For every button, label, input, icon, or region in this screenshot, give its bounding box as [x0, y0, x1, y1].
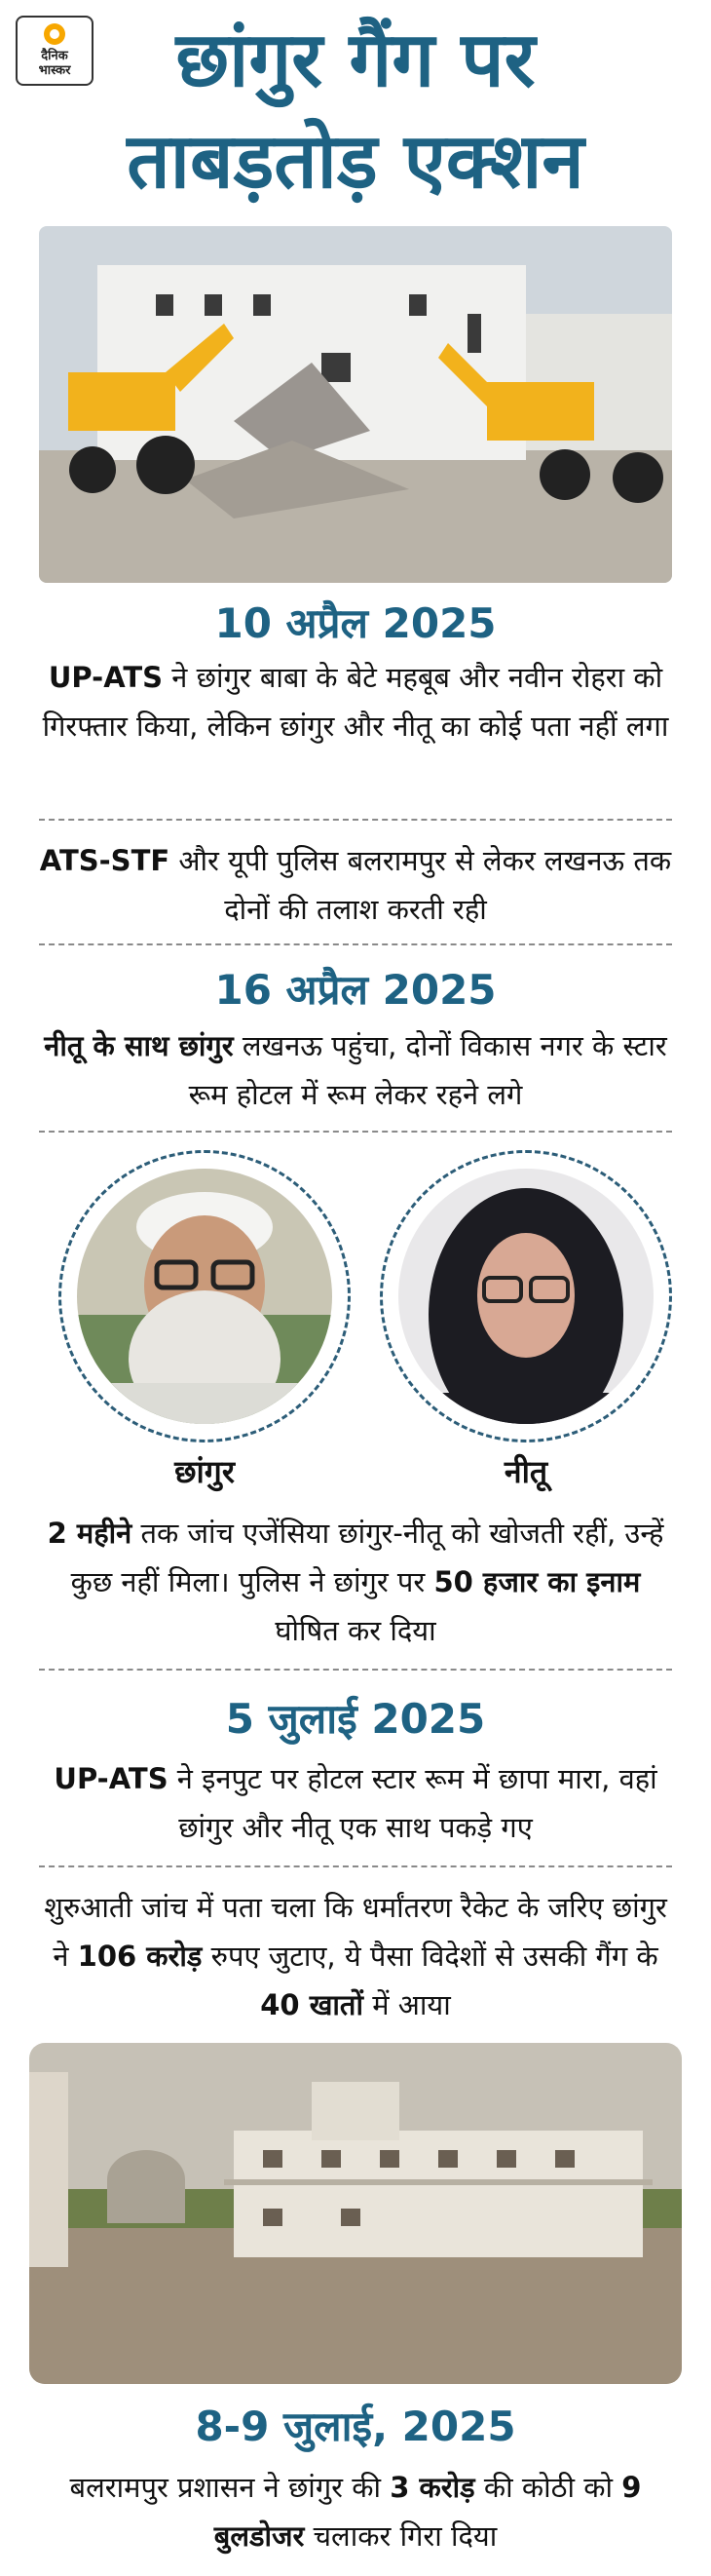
changur-portrait: [58, 1150, 351, 1442]
section1-paragraph2: [39, 836, 672, 934]
bold-neetu-with-changur: नीतू के साथ छांगुर: [44, 1029, 234, 1062]
bold-ats-stf: ATS-STF: [39, 844, 170, 877]
section3-text1: तक जांच एजेंसिया छांगुर-नीतू को खोजती रहीं, उन्हें कुछ नहीं मिला। पुलिस ने छांगुर पर: [70, 1517, 664, 1598]
bold-9-bulldozers: 9 बुलडोजर: [213, 2471, 642, 2553]
headline-line2: ताबड़तोड़ एक्शन: [127, 118, 584, 206]
logo-line1: दैनिक: [41, 49, 68, 63]
divider: [39, 1865, 672, 1867]
section4-paragraph1: [39, 1754, 672, 1852]
divider: [39, 1669, 672, 1671]
section1-paragraph1-text: ने छांगुर बाबा के बेटे महबूब और नवीन रोहरा को गिरफ्तार किया, लेकिन छांगुर और नीतू का कोई पता नहीं लगा: [42, 661, 669, 743]
section4-paragraph2: [39, 1883, 672, 2029]
bold-106-crore: 106 करोड़: [77, 1940, 203, 1973]
demolition-photo: [39, 226, 672, 583]
bold-up-ats: UP-ATS: [48, 661, 164, 694]
section2-paragraph1: [39, 1021, 672, 1119]
section1-paragraph2-text: और यूपी पुलिस बलरामपुर से लेकर लखनऊ तक दोनों की तलाश करती रही: [169, 844, 672, 926]
section4-paragraph1-text: ने इनपुट पर होटल स्टार रूम में छापा मारा, वहां छांगुर और नीतू एक साथ पकड़े गए: [168, 1762, 657, 1844]
section5-text3: चलाकर गिरा दिया: [304, 2519, 498, 2553]
neetu-name: नीतू: [504, 1453, 548, 1490]
headline-line1: छांगुर गैंग पर: [175, 17, 536, 104]
divider: [39, 943, 672, 945]
bold-2-months: 2 महीने: [47, 1517, 132, 1550]
section5-text1: बलरामपुर प्रशासन ने छांगुर की: [69, 2471, 391, 2504]
bold-3-crore: 3 करोड़: [390, 2471, 475, 2504]
logo-line2: भास्कर: [38, 63, 71, 78]
section4-text2: रुपए जुटाए, ये पैसा विदेशों से उसकी गैंग के: [202, 1940, 658, 1973]
date-8-9-july: 8-9 जुलाई, 2025: [195, 2403, 516, 2450]
section2-paragraph1-text: लखनऊ पहुंचा, दोनों विकास नगर के स्टार रूम होटल में रूम लेकर रहने लगे: [188, 1029, 667, 1111]
changur-name: छांगुर: [174, 1453, 235, 1490]
bold-50-thousand-reward: 50 हजार का इनाम: [433, 1565, 641, 1598]
section5-paragraph1: [39, 2463, 672, 2560]
date-5-july: 5 जुलाई 2025: [225, 1695, 486, 1743]
section3-text2: घोषित कर दिया: [275, 1614, 436, 1647]
section4-text3: में आया: [362, 1988, 451, 2021]
bold-40-accounts: 40 खातों: [260, 1988, 363, 2021]
section5-text2: की कोठी को: [474, 2471, 622, 2504]
date-16-april: 16 अप्रैल 2025: [214, 966, 497, 1014]
section1-paragraph1: [39, 653, 672, 750]
section3-paragraph1: [39, 1509, 672, 1655]
divider: [39, 819, 672, 821]
neetu-portrait: [380, 1150, 672, 1442]
divider: [39, 1131, 672, 1133]
date-10-april: 10 अप्रैल 2025: [214, 599, 497, 647]
kothi-building-photo: [29, 2043, 682, 2384]
section4-text1: शुरुआती जांच में पता चला कि धर्मांतरण रैकेट के जरिए छांगुर ने: [44, 1891, 667, 1973]
bold-up-ats-2: UP-ATS: [54, 1762, 168, 1795]
